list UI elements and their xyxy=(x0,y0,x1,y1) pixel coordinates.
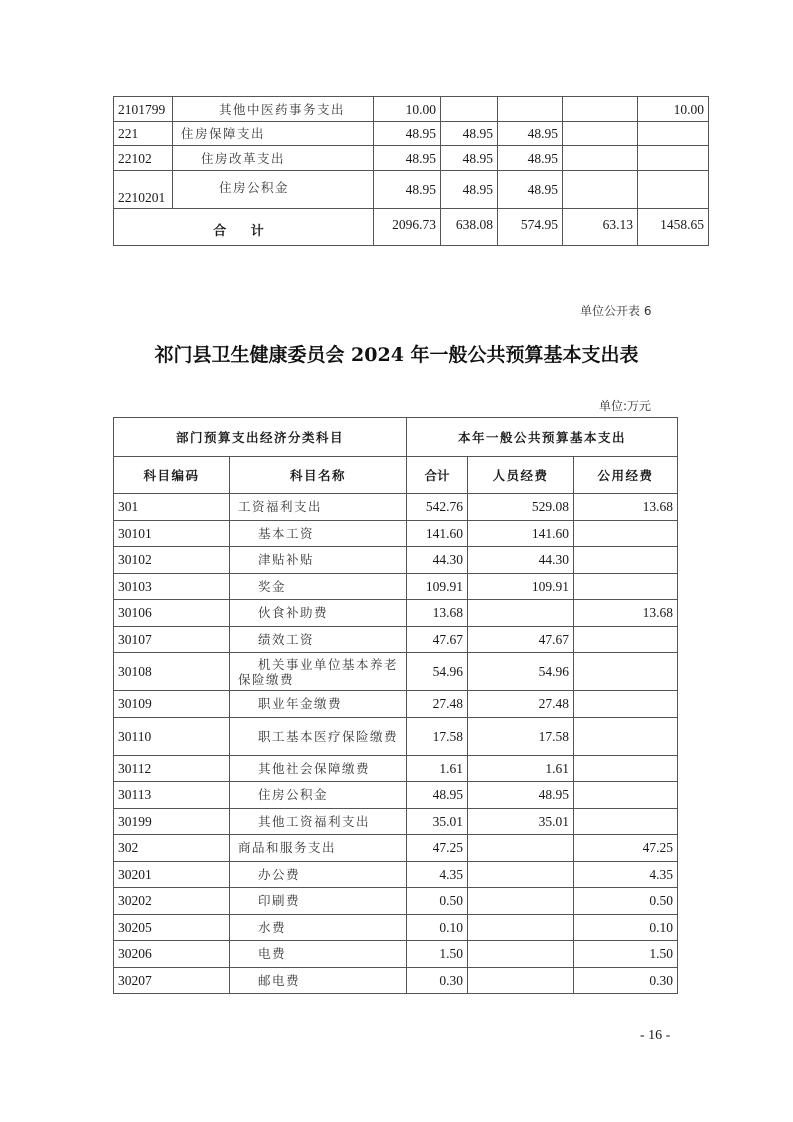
amount-public: 13.68 xyxy=(574,494,678,521)
amount-public xyxy=(574,782,678,809)
basic-expenditure-table xyxy=(113,417,678,994)
table-row xyxy=(114,755,678,782)
amount-cell: 638.08 xyxy=(441,209,498,246)
amount-personnel xyxy=(468,914,574,941)
amount-total: 44.30 xyxy=(407,547,468,574)
header-public: 公用经费 xyxy=(574,457,678,494)
amount-total: 0.50 xyxy=(407,888,468,915)
subject-name: 其他社会保障缴费 xyxy=(230,755,407,782)
amount-cell xyxy=(441,97,498,122)
amount-public: 4.35 xyxy=(574,861,678,888)
subject-name: 工资福利支出 xyxy=(230,494,407,521)
table-row xyxy=(114,573,678,600)
group-header-left: 部门预算支出经济分类科目 xyxy=(114,418,407,457)
table-row xyxy=(114,808,678,835)
amount-personnel: 141.60 xyxy=(468,520,574,547)
page-number: - 16 - xyxy=(640,1028,671,1043)
subject-code: 30112 xyxy=(114,755,230,782)
header-personnel: 人员经费 xyxy=(468,457,574,494)
subject-name: 商品和服务支出 xyxy=(230,835,407,862)
amount-personnel: 109.91 xyxy=(468,573,574,600)
subject-name: 电费 xyxy=(230,941,407,968)
amount-cell: 48.95 xyxy=(498,171,563,209)
total-label: 合 计 xyxy=(114,209,374,246)
amount-total: 1.61 xyxy=(407,755,468,782)
amount-cell xyxy=(563,171,638,209)
amount-total: 109.91 xyxy=(407,573,468,600)
subject-name: 其他工资福利支出 xyxy=(230,808,407,835)
subject-code: 30108 xyxy=(114,653,230,691)
subject-code: 2210201 xyxy=(114,171,173,209)
amount-personnel: 48.95 xyxy=(468,782,574,809)
amount-cell: 48.95 xyxy=(374,122,441,146)
amount-public xyxy=(574,691,678,718)
amount-cell xyxy=(563,122,638,146)
amount-cell: 48.95 xyxy=(441,171,498,209)
amount-public xyxy=(574,653,678,691)
subject-name: 奖金 xyxy=(230,573,407,600)
subject-code: 302 xyxy=(114,835,230,862)
subject-name: 绩效工资 xyxy=(230,626,407,653)
amount-public: 1.50 xyxy=(574,941,678,968)
amount-cell: 2096.73 xyxy=(374,209,441,246)
subject-code: 30113 xyxy=(114,782,230,809)
column-header-row xyxy=(114,457,678,494)
amount-cell: 48.95 xyxy=(498,122,563,146)
amount-public xyxy=(574,717,678,755)
subject-name: 津贴补贴 xyxy=(230,547,407,574)
amount-cell xyxy=(638,171,709,209)
amount-personnel: 1.61 xyxy=(468,755,574,782)
amount-total: 1.50 xyxy=(407,941,468,968)
amount-total: 542.76 xyxy=(407,494,468,521)
amount-cell: 48.95 xyxy=(374,171,441,209)
amount-personnel: 44.30 xyxy=(468,547,574,574)
amount-cell: 574.95 xyxy=(498,209,563,246)
subject-name: 职业年金缴费 xyxy=(230,691,407,718)
subject-name: 水费 xyxy=(230,914,407,941)
subject-name: 伙食补助费 xyxy=(230,600,407,627)
subject-name: 办公费 xyxy=(230,861,407,888)
amount-public: 0.50 xyxy=(574,888,678,915)
table-row xyxy=(114,547,678,574)
header-code: 科目编码 xyxy=(114,457,230,494)
amount-public xyxy=(574,808,678,835)
table-row xyxy=(114,835,678,862)
amount-total: 35.01 xyxy=(407,808,468,835)
table-row xyxy=(114,97,709,122)
subject-name: 住房公积金 xyxy=(173,171,374,209)
page-title: 祁门县卫生健康委员会 2024 年一般公共预算基本支出表 xyxy=(154,344,639,366)
table-row xyxy=(114,626,678,653)
amount-total: 47.25 xyxy=(407,835,468,862)
table-row xyxy=(114,691,678,718)
amount-public: 0.30 xyxy=(574,967,678,994)
amount-personnel xyxy=(468,967,574,994)
subject-name: 职工基本医疗保险缴费 xyxy=(230,717,407,755)
subject-code: 30107 xyxy=(114,626,230,653)
subject-name: 住房公积金 xyxy=(230,782,407,809)
amount-cell xyxy=(638,146,709,171)
subject-code: 30109 xyxy=(114,691,230,718)
amount-public xyxy=(574,547,678,574)
subject-code: 22102 xyxy=(114,146,173,171)
subject-name: 其他中医药事务支出 xyxy=(173,97,374,122)
amount-personnel: 35.01 xyxy=(468,808,574,835)
amount-total: 48.95 xyxy=(407,782,468,809)
subject-code: 30103 xyxy=(114,573,230,600)
amount-cell: 10.00 xyxy=(638,97,709,122)
amount-personnel xyxy=(468,600,574,627)
amount-total: 54.96 xyxy=(407,653,468,691)
amount-public xyxy=(574,755,678,782)
amount-total: 47.67 xyxy=(407,626,468,653)
subject-name: 住房改革支出 xyxy=(173,146,374,171)
amount-total: 141.60 xyxy=(407,520,468,547)
amount-total: 4.35 xyxy=(407,861,468,888)
table-row xyxy=(114,171,709,209)
amount-cell: 48.95 xyxy=(374,146,441,171)
subject-code: 2101799 xyxy=(114,97,173,122)
table-row xyxy=(114,717,678,755)
amount-personnel xyxy=(468,835,574,862)
table-row xyxy=(114,914,678,941)
table-row xyxy=(114,146,709,171)
table-row xyxy=(114,653,678,691)
subject-code: 30201 xyxy=(114,861,230,888)
amount-public xyxy=(574,520,678,547)
amount-personnel: 47.67 xyxy=(468,626,574,653)
table-id-note: 单位公开表 6 xyxy=(580,304,652,318)
amount-public xyxy=(574,573,678,600)
amount-personnel: 27.48 xyxy=(468,691,574,718)
table-row xyxy=(114,122,709,146)
header-total: 合计 xyxy=(407,457,468,494)
amount-cell: 48.95 xyxy=(441,122,498,146)
group-header-right: 本年一般公共预算基本支出 xyxy=(407,418,678,457)
table-row xyxy=(114,782,678,809)
amount-public: 0.10 xyxy=(574,914,678,941)
table-row xyxy=(114,941,678,968)
amount-cell: 63.13 xyxy=(563,209,638,246)
amount-total: 0.30 xyxy=(407,967,468,994)
subject-name: 邮电费 xyxy=(230,967,407,994)
subject-name: 印刷费 xyxy=(230,888,407,915)
table-row xyxy=(114,600,678,627)
amount-personnel xyxy=(468,888,574,915)
subject-code: 30102 xyxy=(114,547,230,574)
amount-cell xyxy=(563,146,638,171)
subject-name: 住房保障支出 xyxy=(173,122,374,146)
subject-code: 30101 xyxy=(114,520,230,547)
amount-public: 13.68 xyxy=(574,600,678,627)
subject-name: 机关事业单位基本养老保险缴费 xyxy=(230,653,407,691)
subject-code: 30199 xyxy=(114,808,230,835)
subject-code: 221 xyxy=(114,122,173,146)
amount-cell: 48.95 xyxy=(498,146,563,171)
amount-cell: 1458.65 xyxy=(638,209,709,246)
amount-total: 13.68 xyxy=(407,600,468,627)
amount-public: 47.25 xyxy=(574,835,678,862)
subject-code: 30106 xyxy=(114,600,230,627)
table-row xyxy=(114,520,678,547)
amount-total: 0.10 xyxy=(407,914,468,941)
total-row xyxy=(114,209,709,246)
amount-personnel xyxy=(468,861,574,888)
group-header-row xyxy=(114,418,678,457)
subject-code: 30206 xyxy=(114,941,230,968)
amount-personnel: 529.08 xyxy=(468,494,574,521)
amount-public xyxy=(574,626,678,653)
table-row xyxy=(114,494,678,521)
amount-total: 17.58 xyxy=(407,717,468,755)
table-row xyxy=(114,888,678,915)
subject-code: 30205 xyxy=(114,914,230,941)
unit-note: 单位:万元 xyxy=(599,399,652,413)
subject-code: 30207 xyxy=(114,967,230,994)
continued-budget-table xyxy=(113,96,709,246)
amount-personnel: 17.58 xyxy=(468,717,574,755)
table-row xyxy=(114,967,678,994)
table-row xyxy=(114,861,678,888)
subject-code: 30110 xyxy=(114,717,230,755)
amount-cell xyxy=(638,122,709,146)
amount-cell: 48.95 xyxy=(441,146,498,171)
amount-personnel xyxy=(468,941,574,968)
subject-name: 基本工资 xyxy=(230,520,407,547)
amount-cell xyxy=(563,97,638,122)
amount-personnel: 54.96 xyxy=(468,653,574,691)
amount-cell xyxy=(498,97,563,122)
header-name: 科目名称 xyxy=(230,457,407,494)
amount-cell: 10.00 xyxy=(374,97,441,122)
amount-total: 27.48 xyxy=(407,691,468,718)
subject-code: 301 xyxy=(114,494,230,521)
subject-code: 30202 xyxy=(114,888,230,915)
